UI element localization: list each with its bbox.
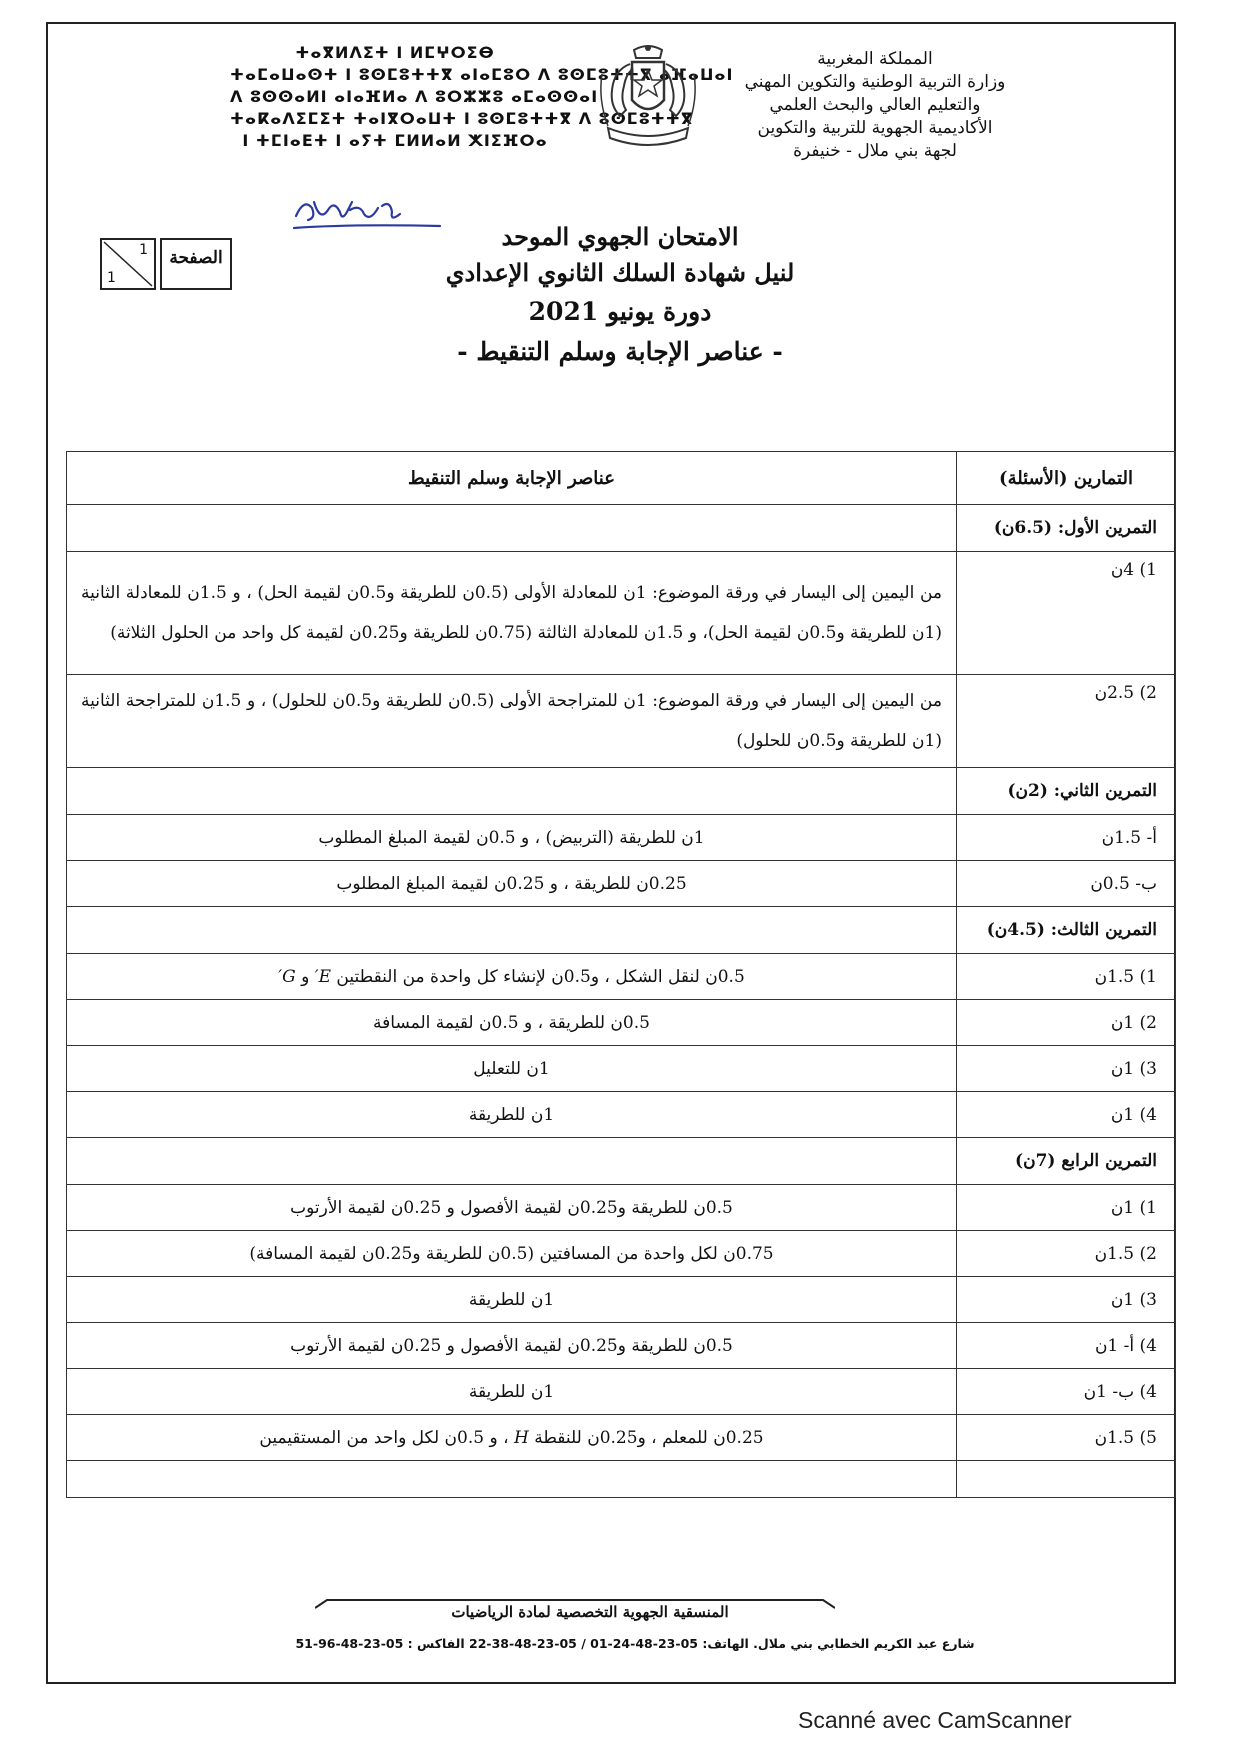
table-row-empty bbox=[67, 1461, 1176, 1498]
question-cell: 2) 1.5ن bbox=[957, 1231, 1176, 1277]
exercise-row bbox=[67, 1138, 1176, 1185]
tifinagh-line: ⵜⴰⴳⵍⴷⵉⵜ ⵏ ⵍⵎⵖⵔⵉⴱ bbox=[295, 43, 495, 62]
page-number-box bbox=[100, 238, 232, 290]
arabic-header-line: الأكاديمية الجهوية للتربية والتكوين bbox=[757, 118, 993, 138]
arabic-header-line: لجهة بني ملال - خنيفرة bbox=[793, 141, 957, 161]
col-answers-header: عناصر الإجابة وسلم التنقيط bbox=[67, 452, 957, 505]
exercise-row bbox=[67, 768, 1176, 815]
table-row bbox=[67, 954, 1176, 1000]
question-cell: 4) أ- 1ن bbox=[957, 1323, 1176, 1369]
table-row bbox=[67, 1092, 1176, 1138]
point-label-h: H bbox=[513, 1427, 529, 1448]
answer-text: و bbox=[295, 966, 315, 987]
question-cell: أ- 1.5ن bbox=[957, 815, 1176, 861]
answer-cell: 0.5ن للطريقة و0.25ن لقيمة الأفصول و 0.25ن لقيمة الأرتوب bbox=[67, 1185, 957, 1231]
table-row bbox=[67, 815, 1176, 861]
answer-text: 0.25ن للمعلم ، و0.25ن للنقطة bbox=[528, 1427, 764, 1448]
question-cell: 1) 4ن bbox=[957, 552, 1176, 675]
question-cell: 4) ب- 1ن bbox=[957, 1369, 1176, 1415]
table-row bbox=[67, 1231, 1176, 1277]
footer-organization: المنسقية الجهوية التخصصية لمادة الرياضيات bbox=[451, 1603, 729, 1621]
arabic-header bbox=[700, 48, 1050, 163]
coat-of-arms-emblem bbox=[594, 40, 702, 150]
scanner-watermark: Scanné avec CamScanner bbox=[798, 1707, 1072, 1733]
empty-cell bbox=[67, 768, 957, 815]
page-current: 1 bbox=[139, 242, 148, 258]
question-cell: 3) 1ن bbox=[957, 1277, 1176, 1323]
exercise-title: التمرين الأول: (6.5ن) bbox=[957, 505, 1176, 552]
exam-document-type: - عناصر الإجابة وسلم التنقيط - bbox=[457, 337, 783, 366]
question-cell: ب- 0.5ن bbox=[957, 861, 1176, 907]
tifinagh-line: ⵜⴰⴽⴰⴷⵉⵎⵉⵜ ⵜⴰⵏⴳⵔⴰⵡⵜ ⵏ ⵓⵙⵎⵓⵜⵜⴳ ⴷ ⵓⵙⵎⵓⵜⵜⴳ bbox=[230, 109, 694, 128]
empty-cell bbox=[67, 1138, 957, 1185]
footer-contact: شارع عبد الكريم الخطابي بني ملال. الهاتف: 05-23-48-24-01 / 05-23-48-38-22 الفاكس : 05-23-48-96-51 bbox=[295, 1636, 975, 1651]
table-row bbox=[67, 1415, 1176, 1461]
answer-cell: 1ن للطريقة (التربيض) ، و 0.5ن لقيمة المبلغ المطلوب bbox=[67, 815, 957, 861]
tifinagh-line: ⵏ ⵜⵎⵏⴰⴹⵜ ⵏ ⴰⵢⵜ ⵎⵍⵍⴰⵍ ⵅⵏⵉⴼⵔⴰ bbox=[242, 131, 548, 150]
exam-title: الامتحان الجهوي الموحد bbox=[501, 222, 739, 251]
page-total: 1 bbox=[107, 270, 116, 286]
col-questions-header: التمارين (الأسئلة) bbox=[957, 452, 1176, 505]
answer-cell: من اليمين إلى اليسار في ورقة الموضوع: 1ن للمعادلة الأولى (0.5ن للطريقة و0.5ن لقيمة الحل) ، و 1.5ن للمعادلة الثانية (1ن للطريقة و0.5ن لقيمة الحل)، و 1.5ن للمعادلة الثالثة (0.75ن للطريقة و0.25ن لقيمة كل واحد من الحلول الثلاثة) bbox=[67, 552, 957, 675]
table-row bbox=[67, 1369, 1176, 1415]
table-row bbox=[67, 1323, 1176, 1369]
table-row bbox=[67, 675, 1176, 768]
page-label: الصفحة bbox=[160, 238, 232, 290]
grading-table bbox=[66, 451, 1176, 1498]
arabic-header-line: المملكة المغربية bbox=[817, 49, 933, 69]
answer-text: ، و 0.5ن لكل واحد من المستقيمين bbox=[259, 1427, 514, 1448]
arabic-header-line: وزارة التربية الوطنية والتكوين المهني bbox=[744, 72, 1006, 92]
table-row bbox=[67, 1000, 1176, 1046]
exercise-title: التمرين الثالث: (4.5ن) bbox=[957, 907, 1176, 954]
exam-session: دورة يونيو 2021 bbox=[528, 297, 712, 326]
tifinagh-line: ⴷ ⵓⵙⵙⴰⵍⵏ ⴰⵏⴰⴼⵍⴰ ⴷ ⵓⵔⵣⵣⵓ ⴰⵎⴰⵙⵙⴰⵏ bbox=[230, 87, 599, 106]
answer-text: 0.5ن لنقل الشكل ، و0.5ن لإنشاء كل واحدة من النقطتين bbox=[331, 966, 745, 987]
table-header-row bbox=[67, 452, 1176, 505]
exam-title-block bbox=[370, 220, 870, 372]
answer-cell: 1ن للطريقة bbox=[67, 1277, 957, 1323]
answer-cell: 0.5ن للطريقة ، و 0.5ن لقيمة المسافة bbox=[67, 1000, 957, 1046]
question-cell: 5) 1.5ن bbox=[957, 1415, 1176, 1461]
table-row bbox=[67, 1046, 1176, 1092]
question-cell: 2) 2.5ن bbox=[957, 675, 1176, 768]
answer-cell: 0.5ن للطريقة و0.25ن لقيمة الأفصول و 0.25ن لقيمة الأرتوب bbox=[67, 1323, 957, 1369]
page-fraction bbox=[100, 238, 156, 290]
answer-cell: 0.25ن للطريقة ، و 0.25ن لقيمة المبلغ المطلوب bbox=[67, 861, 957, 907]
exercise-row bbox=[67, 907, 1176, 954]
point-label-g-prime: G′ bbox=[278, 966, 296, 987]
exam-subtitle: لنيل شهادة السلك الثانوي الإعدادي bbox=[445, 258, 795, 287]
table-row bbox=[67, 1185, 1176, 1231]
answer-cell: 1ن للطريقة bbox=[67, 1369, 957, 1415]
point-label-e-prime: E′ bbox=[314, 966, 332, 987]
tifinagh-line: ⵜⴰⵎⴰⵡⴰⵙⵜ ⵏ ⵓⵙⵎⵓⵜⵜⴳ ⴰⵏⴰⵎⵓⵔ ⴷ ⵓⵙⵎⵓⵜⵜⴳ ⴰⴼⴰⵡⴰⵏ bbox=[230, 65, 734, 84]
empty-cell bbox=[67, 907, 957, 954]
exercise-row bbox=[67, 505, 1176, 552]
table-row bbox=[67, 552, 1176, 675]
answer-cell bbox=[67, 954, 957, 1000]
empty-cell bbox=[67, 1461, 957, 1498]
question-cell: 3) 1ن bbox=[957, 1046, 1176, 1092]
empty-cell bbox=[957, 1461, 1176, 1498]
tifinagh-header bbox=[230, 42, 734, 152]
question-cell: 1) 1ن bbox=[957, 1185, 1176, 1231]
answer-cell: من اليمين إلى اليسار في ورقة الموضوع: 1ن للمتراجحة الأولى (0.5ن للطريقة و0.5ن للحلول) ، و 1.5ن للمتراجحة الثانية (1ن للطريقة و0.5ن للحلول) bbox=[67, 675, 957, 768]
exercise-title: التمرين الرابع (7ن) bbox=[957, 1138, 1176, 1185]
table-row bbox=[67, 861, 1176, 907]
empty-cell bbox=[67, 505, 957, 552]
answer-cell bbox=[67, 1415, 957, 1461]
answer-cell: 0.75ن لكل واحدة من المسافتين (0.5ن للطريقة و0.25ن لقيمة المسافة) bbox=[67, 1231, 957, 1277]
question-cell: 1) 1.5ن bbox=[957, 954, 1176, 1000]
question-cell: 4) 1ن bbox=[957, 1092, 1176, 1138]
question-cell: 2) 1ن bbox=[957, 1000, 1176, 1046]
answer-cell: 1ن للتعليل bbox=[67, 1046, 957, 1092]
arabic-header-line: والتعليم العالي والبحث العلمي bbox=[769, 95, 981, 115]
exercise-title: التمرين الثاني: (2ن) bbox=[957, 768, 1176, 815]
table-row bbox=[67, 1277, 1176, 1323]
answer-cell: 1ن للطريقة bbox=[67, 1092, 957, 1138]
